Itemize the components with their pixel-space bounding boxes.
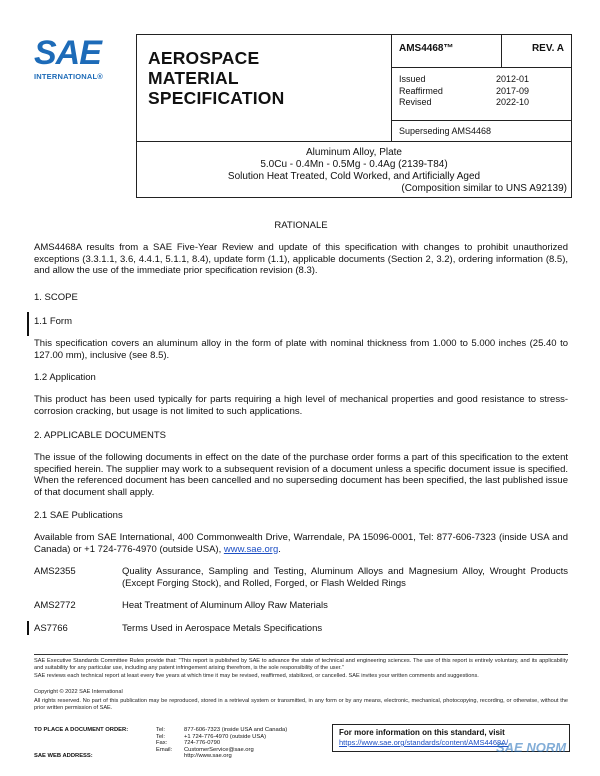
logo-international: INTERNATIONAL® [34,72,104,81]
reference-code: AMS2772 [34,600,76,611]
reference-code: AS7766 [34,623,68,634]
footer-rules-text: SAE Executive Standards Committee Rules provide that: “This report is published by SAE to advance the state of technical and engineering sciences. The use of this report is entirely voluntary, and its applicability and suitability for any particular use, including any patent infringement arising therefrom, is the sole responsibility of the user.” [34,658,568,671]
footer-rights-text: All rights reserved. No part of this publication may be reproduced, stored in a retrieval system or transmitted, in any form or by any means, electronic, mechanical, photocopying, recording, or otherwise, without the prior written permission of SAE. [34,698,568,711]
order-contact-block: TO PLACE A DOCUMENT ORDER: Tel: 877-606-7323 (inside USA and Canada) Tel: +1 724-776-4970 (outside USA) Fax: 724-776-0790 Email: CustomerService@sae.org SAE WEB ADDRESS: http://www.sae.org [34,727,334,760]
web-address[interactable]: http://www.sae.org [184,753,232,760]
contact-phone: +1 724-776-4970 (outside USA) [184,733,267,740]
date-row-reaffirmed: Reaffirmed 2017-09 [399,85,529,96]
superseding-note: Superseding AMS4468 [392,120,572,142]
logo-wordmark: SAE [34,34,101,72]
document-title [136,142,572,198]
date-block [392,68,572,120]
doc-title-line1: Aluminum Alloy, Plate [306,147,402,158]
reference-description: Heat Treatment of Aluminum Alloy Raw Materials [122,600,328,611]
footer-review-text: SAE reviews each technical report at least every five years at which time it may be revised, reaffirmed, stabilized, or cancelled. SAE invites your written comments and suggestions. [34,673,479,679]
rationale-text: AMS4468A results from a SAE Five-Year Review and update of this specification with changes to prohibit unauthorized exceptions (3.3.1.1, 3.6, 4.4.1, 5.1.1, 8.4), update form (1.1), applicable documents (Section 2, 3.2), ordering information (8.5), and allow the use of the immediate prior specification revision (8.3). [34,242,568,276]
doc-title-line4: (Composition similar to UNS A92139) [401,183,567,194]
reference-row [34,600,568,612]
header-title-line2: MATERIAL SPECIFICATION [148,68,285,108]
date-row-issued: Issued 2012-01 [399,74,529,84]
footer-divider [34,654,568,655]
change-bar [27,312,29,336]
date-row-revised: Revised 2022-10 [399,97,529,107]
reference-description: Quality Assurance, Sampling and Testing, Aluminum Alloys and Magnesium Alloy, Wrought Products (Except Forging Stock), and Rolled, Forged, or Flash Welded Rings [122,566,568,589]
section-form-heading: 1.1 Form [34,316,73,327]
footer-copyright: Copyright © 2022 SAE International [34,689,123,695]
section-application-heading: 1.2 Application [34,372,96,383]
sae-website-link[interactable]: www.sae.org [223,543,279,555]
reference-description: Terms Used in Aerospace Metals Specifications [122,623,323,634]
more-info-title: For more information on this standard, visit [339,728,505,737]
sae-norm-watermark: SAE NORM [496,740,567,755]
change-bar [27,621,29,635]
doc-title-line3: Solution Heat Treated, Cold Worked, and Artificially Aged [227,171,481,182]
section-applicable-documents-heading: 2. APPLICABLE DOCUMENTS [34,430,166,441]
spec-number: AMS4468™ [392,34,502,68]
reference-row [34,566,568,589]
contact-phone: 877-606-7323 (inside USA and Canada) [184,727,288,733]
section-applicable-documents-text: The issue of the following documents in effect on the date of the purchase order forms a part of this specification to the extent specified herein. The supplier may work to a subsequent revision of a document unless a specific document issue is specified. When the referenced document has been cancelled and no superseding document has been specified, the last published issue of that document shall apply. [34,452,568,498]
section-sae-publications-heading: 2.1 SAE Publications [34,510,123,521]
section-form-text: This specification covers an aluminum alloy in the form of plate with nominal thickness from 1.000 to 5.000 inches (25.40 to 127.00 mm), inclusive (see 8.5). [34,338,568,361]
doc-title-line2: 5.0Cu - 0.4Mn - 0.5Mg - 0.4Ag (2139-T84) [260,159,448,170]
web-label: SAE WEB ADDRESS: [34,753,93,760]
order-label: TO PLACE A DOCUMENT ORDER: [34,727,129,733]
contact-email[interactable]: CustomerService@sae.org [184,746,254,753]
section-scope-heading: 1. SCOPE [34,292,78,303]
sae-logo [34,36,124,81]
header-title-cell [136,34,392,142]
revision-label: REV. A [502,34,572,68]
section-sae-publications-text: Available from SAE International, 400 Commonwealth Drive, Warrendale, PA 15096-0001, Tel: 877-606-7323 (inside USA and Canada) or +1 724-776-4970 (outside USA), www.sae.org. [34,532,568,555]
rationale-heading: RATIONALE [274,220,328,231]
header-title-line1: AEROSPACE [148,48,260,68]
reference-row [34,623,568,635]
contact-fax: 724-776-0790 [184,740,221,747]
standard-page-link[interactable]: https://www.sae.org/standards/content/AMS4468A/ [339,738,509,747]
section-application-text: This product has been used typically for parts requiring a high level of mechanical properties and good resistance to stress-corrosion cracking, but usage is not limited to such applications. [34,394,568,417]
reference-code: AMS2355 [34,566,76,577]
